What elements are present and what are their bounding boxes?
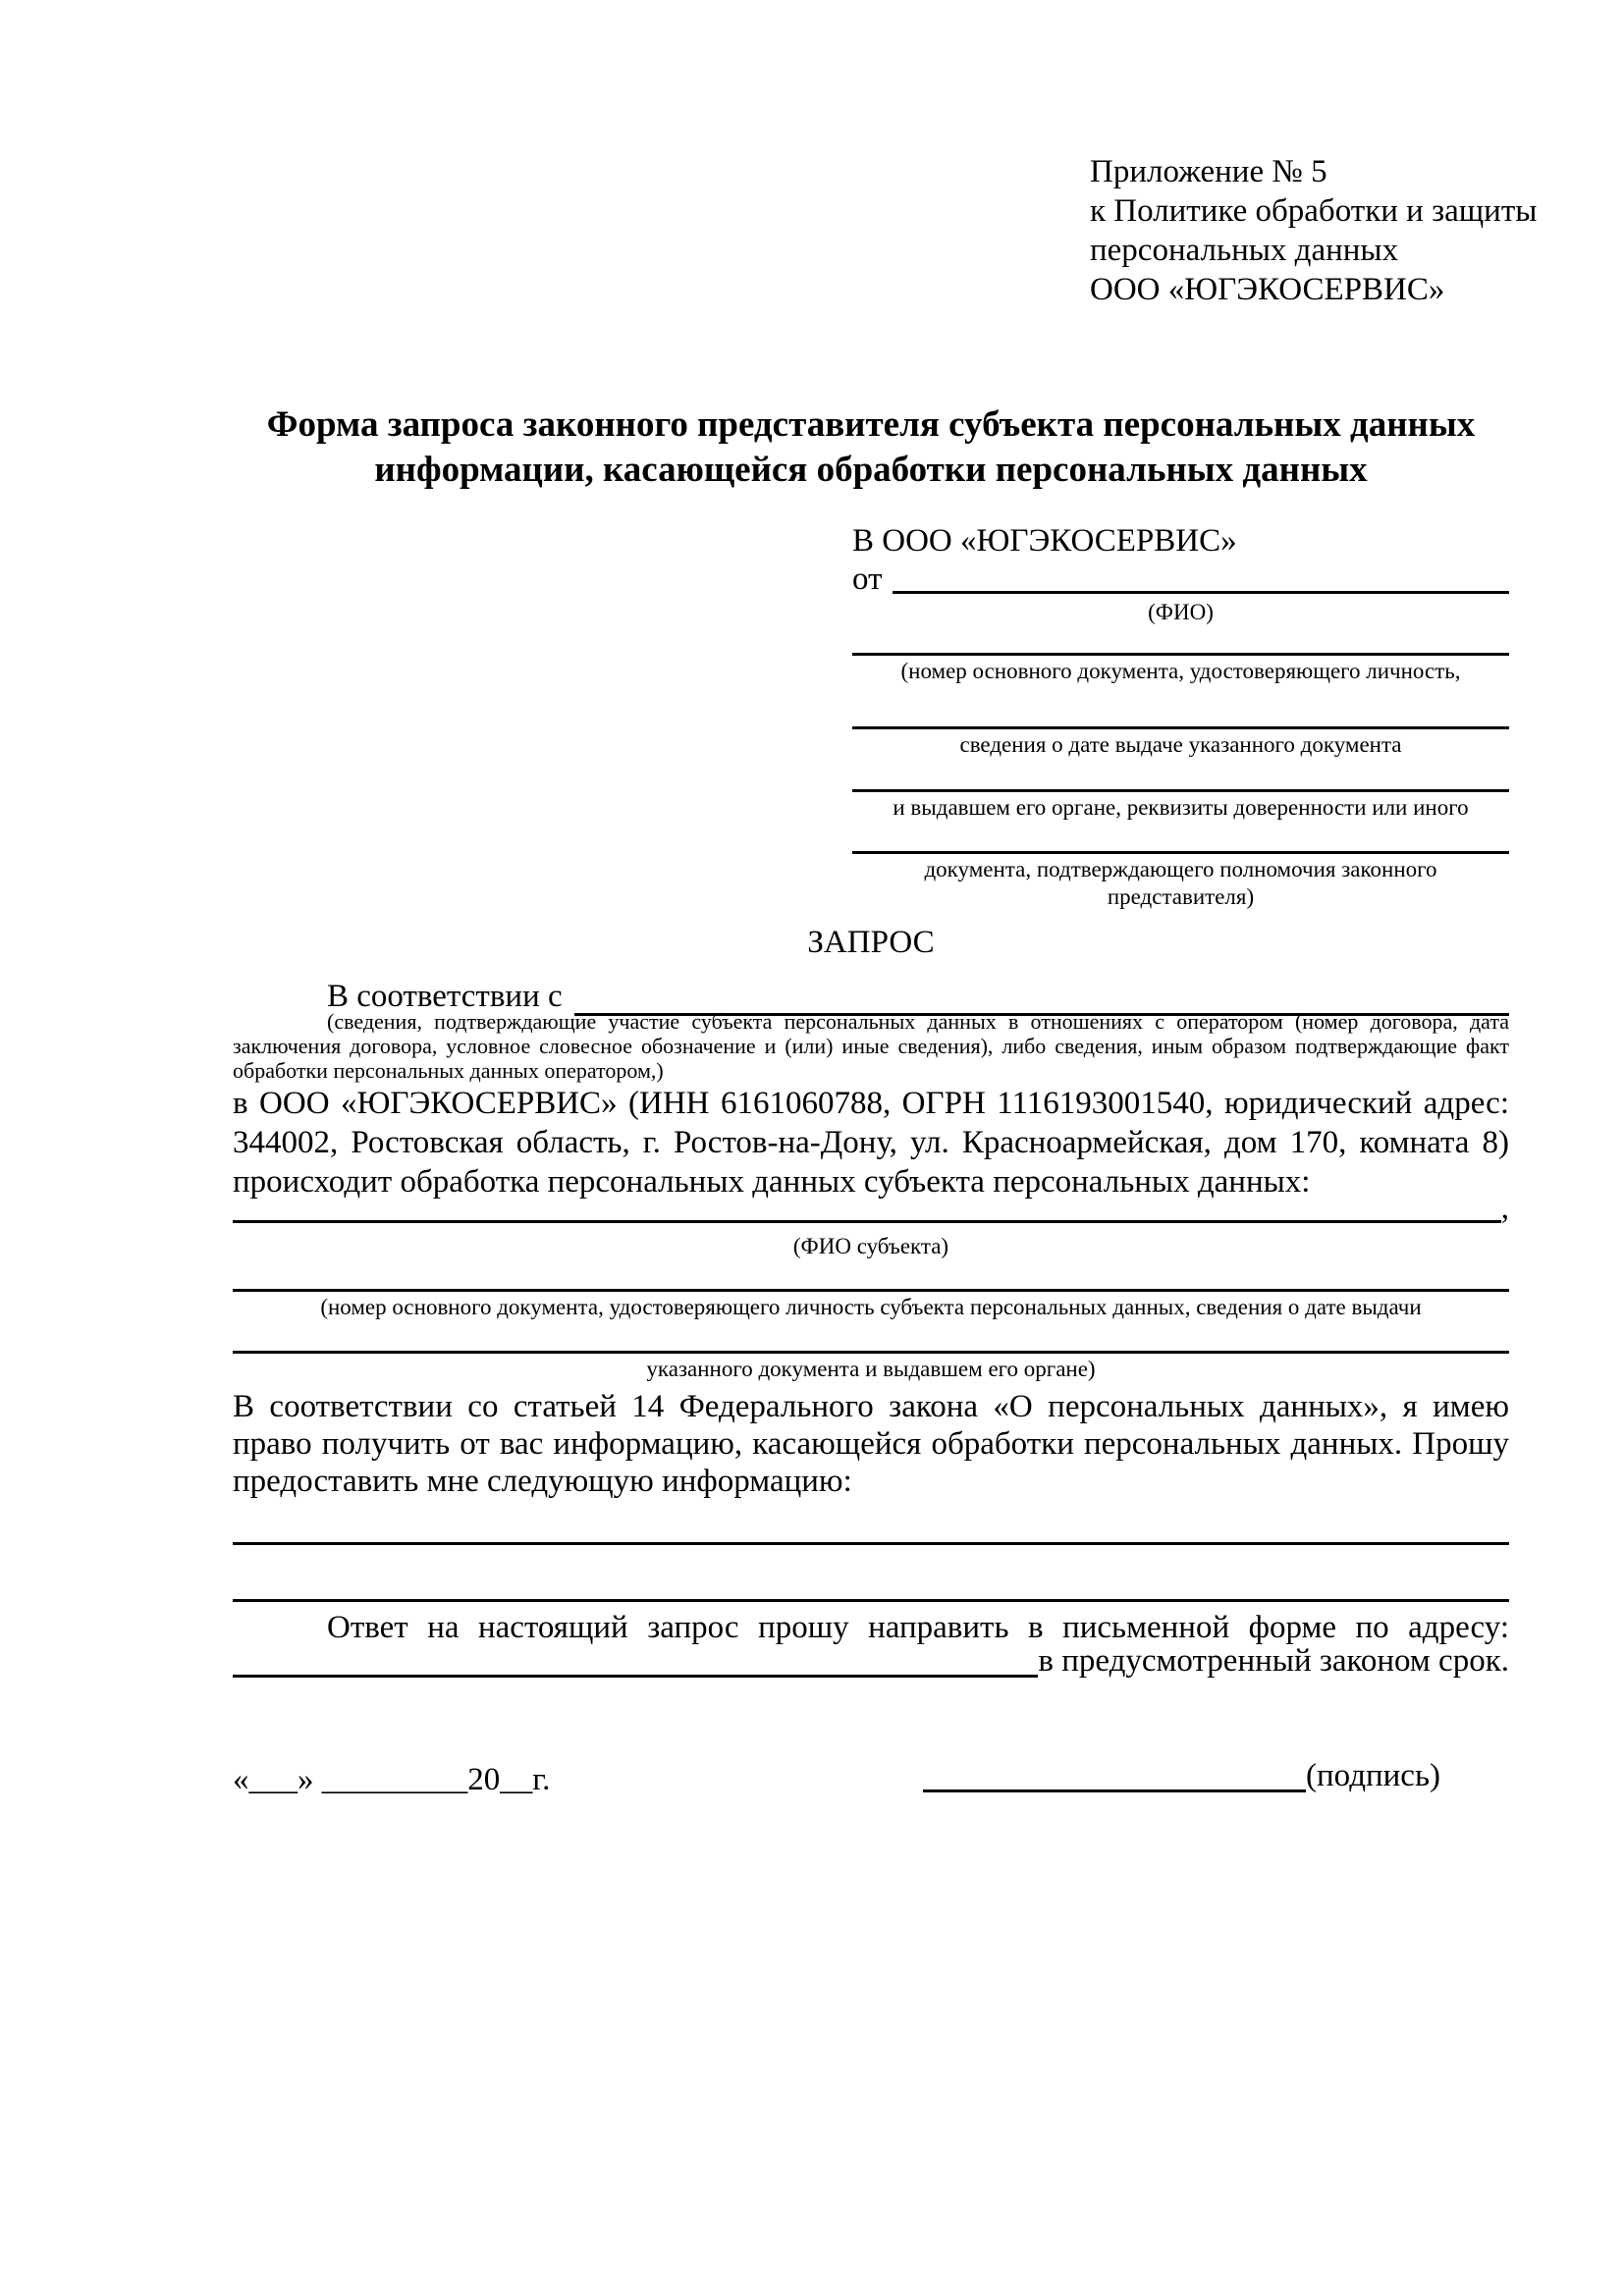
rep-doc-caption-2: сведения о дате выдаче указанного документа (959, 732, 1402, 757)
representative-fio-field[interactable] (893, 564, 1510, 594)
answer-line: Ответ на настоящий запрос прошу направить в письменной форме по адресу: (327, 1610, 1509, 1645)
rep-doc-caption-4: документа, подтверждающего полномочия законного представителя) (924, 857, 1437, 909)
intro-label: В соответствии с (327, 979, 563, 1014)
rep-doc-caption-3: и выдавшем его органе, реквизиты доверенности или иного (893, 795, 1469, 820)
rep-doc-number-field[interactable] (852, 653, 1509, 656)
addressee-to: В ООО «ЮГЭКОСЕРВИС» (852, 523, 1237, 559)
answer-address-field[interactable] (233, 1645, 1038, 1678)
signature-caption: (подпись) (1306, 1758, 1440, 1793)
operator-line-3: происходит обработка персональных данных субъекта персональных данных: (233, 1164, 1311, 1200)
signature-row (923, 1760, 1440, 1792)
requested-info-field-2[interactable] (233, 1599, 1509, 1602)
date-field[interactable]: «___» _________20__г. (233, 1762, 551, 1797)
document-title-line2: информации, касающейся обработки персональных данных (374, 450, 1368, 490)
law-line-2: право получить от вас информацию, касающейся обработки персональных данных. Прошу (233, 1426, 1509, 1462)
subject-fio-comma: , (1500, 1191, 1509, 1226)
subject-fio-field[interactable] (233, 1194, 1501, 1223)
document-title (233, 402, 1509, 493)
subject-fio-caption: (ФИО субъекта) (792, 1234, 949, 1258)
fine-print-line-1: (сведения, подтверждающие участие субъекта персональных данных в отношениях с оператором (номер договора, дата (327, 1009, 1509, 1034)
rep-doc-power-field[interactable] (852, 851, 1509, 854)
appendix-note-line: персональных данных (1090, 233, 1399, 268)
rep-doc-authority-field[interactable] (852, 789, 1509, 792)
answer-tail: в предусмотренный законом срок. (1038, 1643, 1509, 1679)
fine-print-line-3: обработки персональных данных оператором,) (233, 1058, 664, 1083)
request-heading: ЗАПРОС (807, 925, 935, 960)
operator-line-2: 344002, Ростовская область, г. Ростов-на-Дону, ул. Красноармейская, дом 170, комната 8) (233, 1125, 1509, 1160)
appendix-note-line: ООО «ЮГЭКОСЕРВИС» (1090, 272, 1445, 307)
operator-line-1: в ООО «ЮГЭКОСЕРВИС» (ИНН 6161060788, ОГРН 1116193001540, юридический адрес: (233, 1086, 1509, 1121)
law-line-3: предоставить мне следующую информацию: (233, 1464, 852, 1499)
subject-fio-row (233, 1191, 1509, 1226)
law-line-1: В соответствии со статьей 14 Федерального закона «О персональных данных», я имею (233, 1389, 1509, 1424)
subject-doc-issuer-field[interactable] (233, 1351, 1509, 1354)
appendix-note-line: Приложение № 5 (1090, 154, 1327, 189)
appendix-note (1090, 152, 1537, 309)
rep-doc-caption-1: (номер основного документа, удостоверяющего личность, (900, 659, 1461, 683)
fine-print-line-2: заключения договора, условное словесное обозначение и (или) иные сведения), либо сведения, иным образом подтверждающие факт (233, 1034, 1509, 1058)
from-label: от (852, 561, 883, 597)
subject-doc-caption-1: (номер основного документа, удостоверяющего личность субъекта персональных данных, сведения о дате выдачи (320, 1295, 1422, 1319)
answer-address-row (233, 1645, 1509, 1678)
rep-doc-issue-date-field[interactable] (852, 726, 1509, 729)
fio-caption: (ФИО) (1148, 600, 1214, 624)
requested-info-field-1[interactable] (233, 1542, 1509, 1545)
signature-field[interactable] (923, 1760, 1306, 1792)
subject-doc-caption-2: указанного документа и выдавшем его органе) (646, 1357, 1096, 1381)
from-row (852, 561, 1509, 597)
appendix-note-line: к Политике обработки и защиты (1090, 193, 1538, 229)
document-title-line1: Форма запроса законного представителя субъекта персональных данных (266, 404, 1476, 445)
subject-doc-number-field[interactable] (233, 1289, 1509, 1292)
